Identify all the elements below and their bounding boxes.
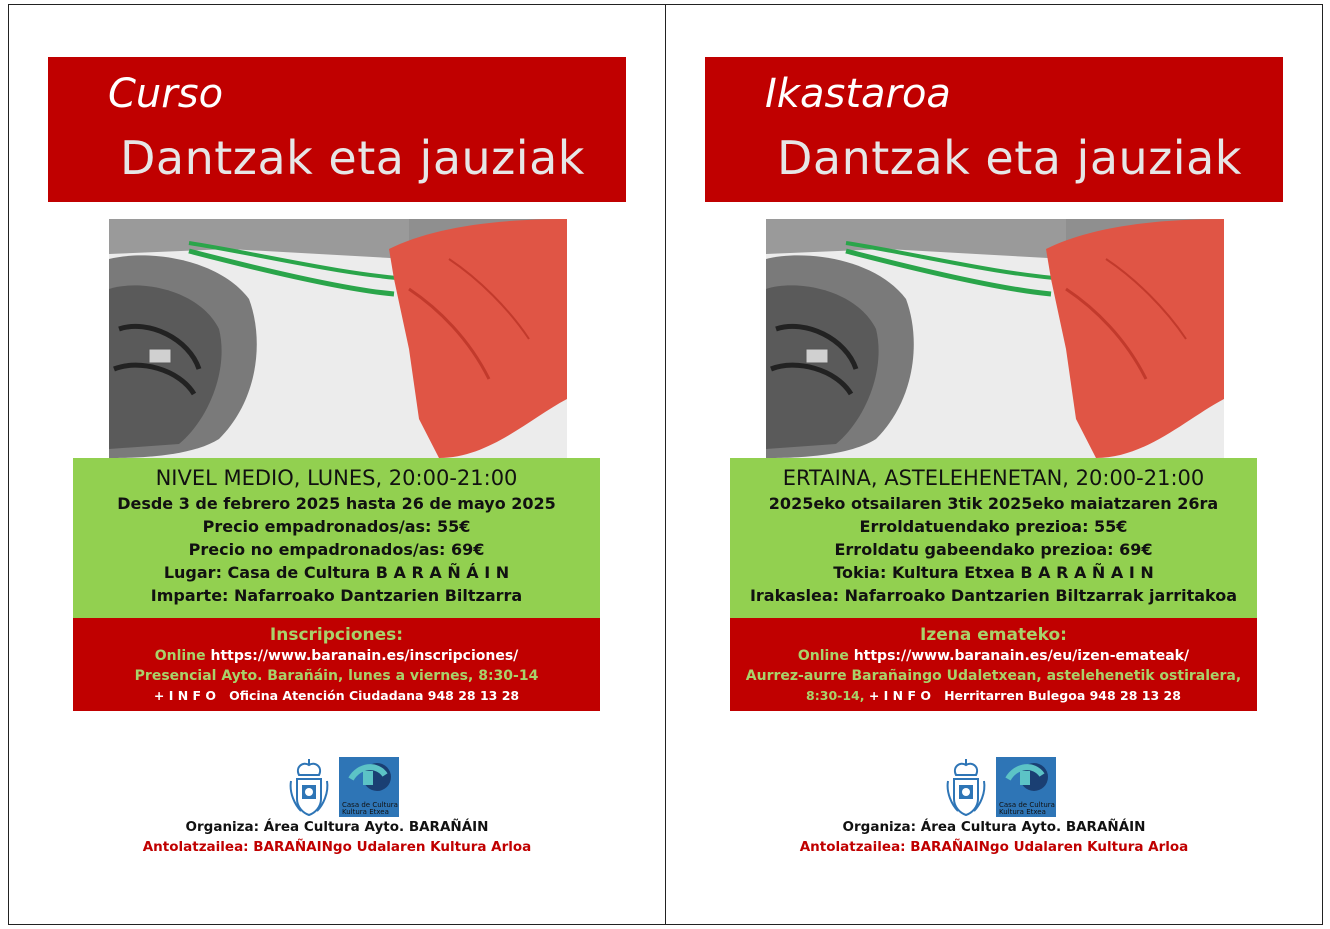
course-teacher: Imparte: Nafarroako Dantzarien Biltzarra <box>150 586 523 605</box>
registration-link[interactable]: https://www.baranain.es/inscripciones/ <box>210 648 519 664</box>
title-sub: Curso <box>108 71 224 117</box>
price-unregistered: Precio no empadronados/as: 69€ <box>188 540 485 559</box>
price-unregistered: Erroldatu gabeendako prezioa: 69€ <box>834 540 1153 559</box>
title-banner <box>705 57 1283 202</box>
poster-spanish <box>8 4 666 925</box>
info-label: + I N F O <box>153 688 217 703</box>
title-sub: Ikastaroa <box>765 71 951 117</box>
casa-de-cultura-logo-icon <box>996 757 1056 817</box>
info-text: Oficina Atención Ciudadana 948 28 13 28 <box>229 688 520 703</box>
price-registered: Erroldatuendako prezioa: 55€ <box>859 517 1128 536</box>
course-level: ERTAINA, ASTELEHENETAN, 20:00-21:00 <box>782 466 1205 490</box>
title-main: Dantzak eta jauziak <box>777 131 1242 185</box>
svg-text:Casa de Cultura: Casa de Cultura <box>342 801 398 809</box>
course-dates: 2025eko otsailaren 3tik 2025eko maiatzaren 26ra <box>768 494 1219 513</box>
dance-shoe-photo <box>109 219 567 458</box>
course-location: Tokia: Kultura Etxea B A R A Ñ A I N <box>833 563 1154 582</box>
organizer-es: Organiza: Área Cultura Ayto. BARAÑÁIN <box>185 819 489 835</box>
course-location: Lugar: Casa de Cultura B A R A Ñ Á I N <box>163 563 510 582</box>
info-label: + I N F O <box>868 688 932 703</box>
svg-text:Kultura Etxea: Kultura Etxea <box>999 808 1046 816</box>
registration-box <box>73 618 600 711</box>
online-label: Online <box>797 648 849 664</box>
registration-box <box>730 618 1257 711</box>
casa-de-cultura-logo-icon <box>339 757 399 817</box>
course-details <box>730 458 1257 619</box>
svg-text:Casa de Cultura: Casa de Cultura <box>999 801 1055 809</box>
course-level: NIVEL MEDIO, LUNES, 20:00-21:00 <box>155 466 518 490</box>
price-registered: Precio empadronados/as: 55€ <box>202 517 471 536</box>
organizer-eu: Antolatzailea: BARAÑAINgo Udalaren Kultura Arloa <box>142 839 532 855</box>
title-main: Dantzak eta jauziak <box>120 131 585 185</box>
online-label: Online <box>154 648 206 664</box>
registration-link[interactable]: https://www.baranain.es/eu/izen-emateak/ <box>853 648 1190 664</box>
course-details <box>73 458 600 619</box>
registration-info <box>730 686 1257 705</box>
organizer-es: Organiza: Área Cultura Ayto. BARAÑÁIN <box>842 819 1146 835</box>
svg-text:Kultura Etxea: Kultura Etxea <box>342 808 389 816</box>
registration-presencial: Presencial Ayto. Barañáin, lunes a viernes, 8:30-14 <box>134 668 539 684</box>
coat-of-arms-icon <box>291 759 328 815</box>
registration-heading: Izena emateko: <box>920 625 1067 645</box>
registration-presencial: Aurrez-aurre Barañaingo Udaletxean, astelehenetik ostiralera, <box>745 668 1242 684</box>
info-text: Herritarren Bulegoa 948 28 13 28 <box>944 688 1181 703</box>
title-banner <box>48 57 626 202</box>
logos <box>289 757 399 817</box>
organizer-eu: Antolatzailea: BARAÑAINgo Udalaren Kultura Arloa <box>799 839 1189 855</box>
presencial-hours: 8:30-14, <box>806 688 865 703</box>
registration-online <box>730 646 1257 666</box>
course-teacher: Irakaslea: Nafarroako Dantzarien Biltzarrak jarritakoa <box>749 586 1238 605</box>
course-dates: Desde 3 de febrero 2025 hasta 26 de mayo 2025 <box>117 494 556 513</box>
registration-info <box>73 686 600 705</box>
coat-of-arms-icon <box>948 759 985 815</box>
poster-basque <box>665 4 1323 925</box>
registration-heading: Inscripciones: <box>269 625 404 645</box>
dance-shoe-photo <box>766 219 1224 458</box>
logos <box>946 757 1056 817</box>
registration-online <box>73 646 600 666</box>
